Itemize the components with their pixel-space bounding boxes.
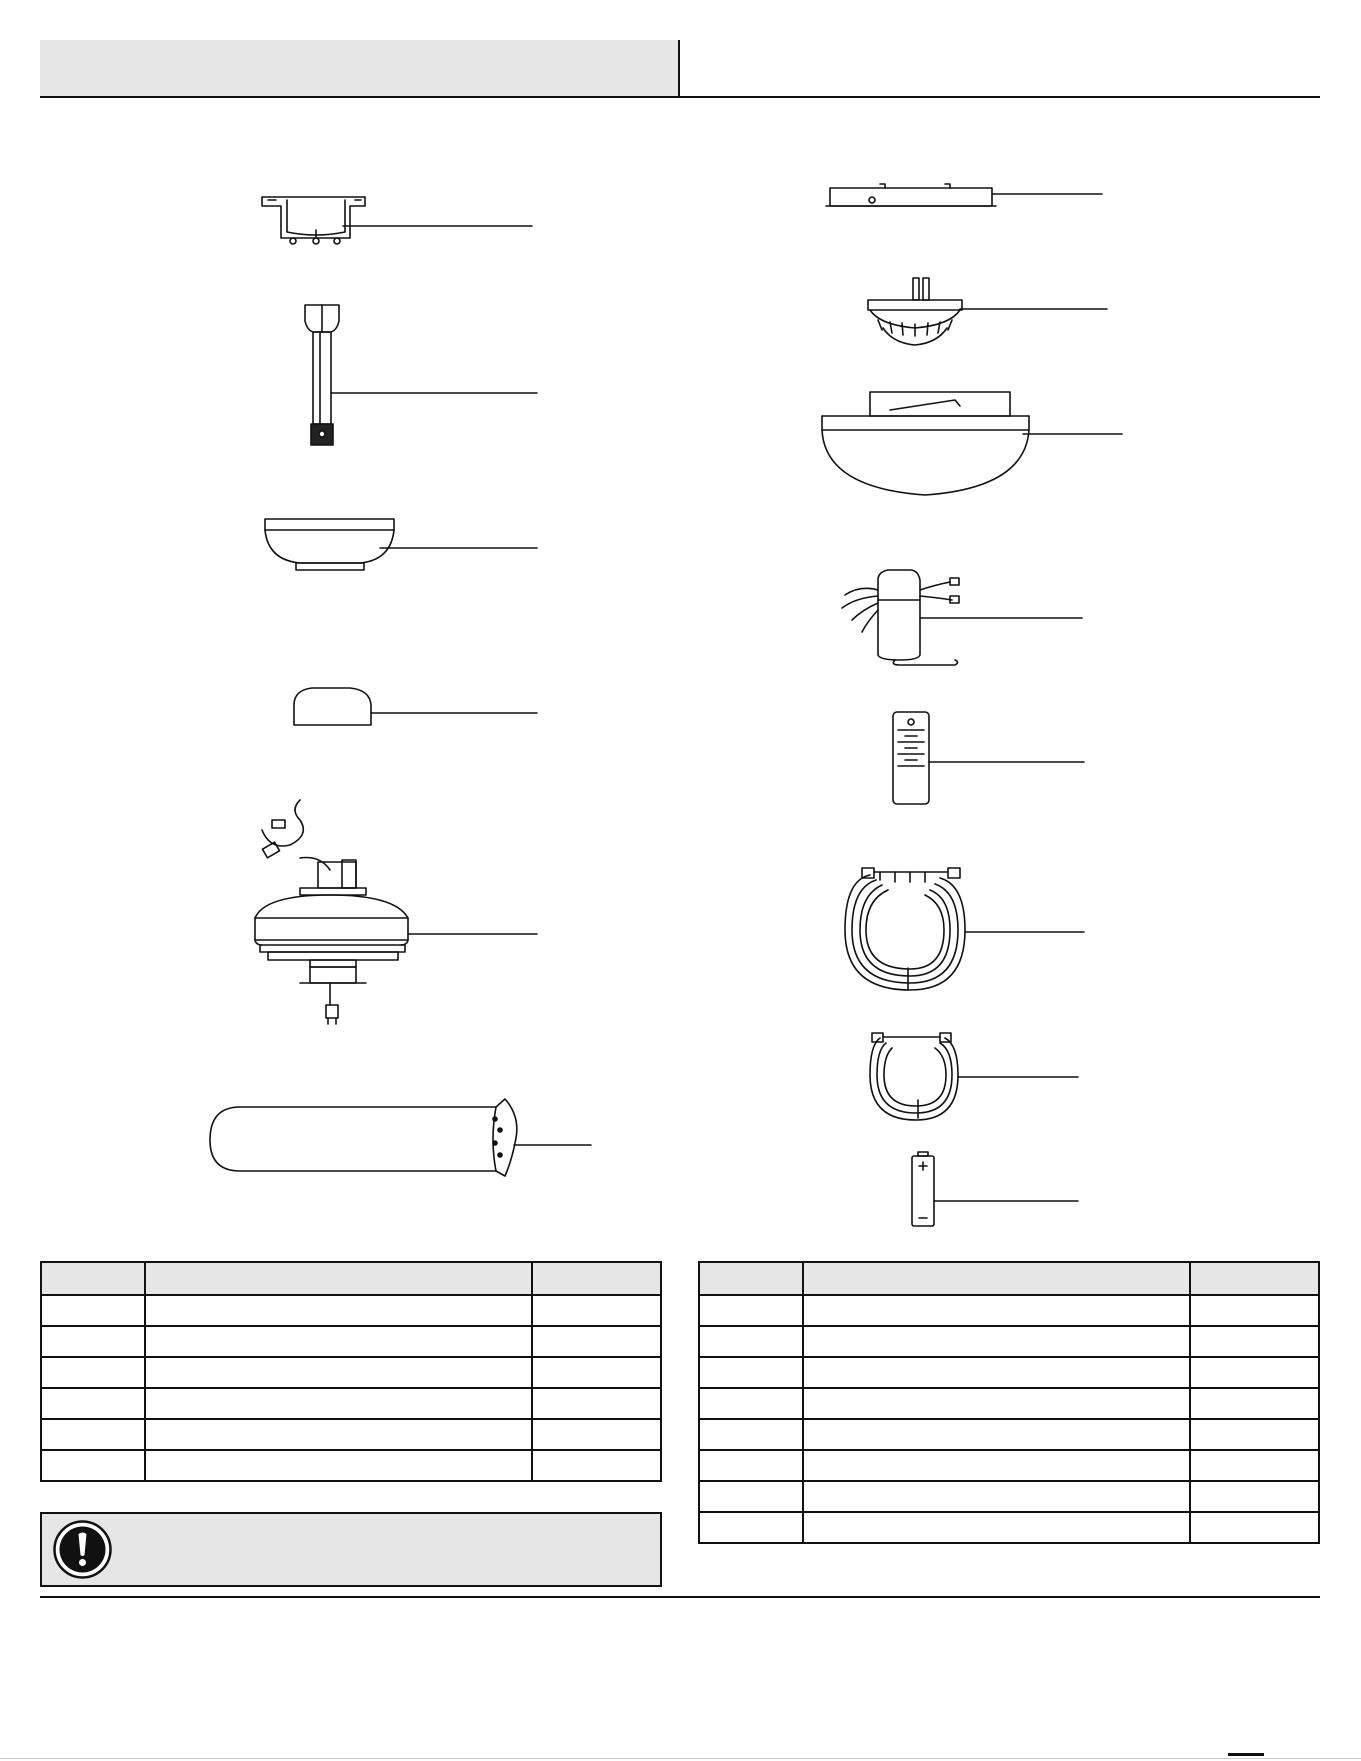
mounting-bracket-illustration — [262, 197, 532, 244]
cell-quantity — [1190, 1326, 1319, 1357]
parts-table-right — [698, 1261, 1320, 1544]
table-row — [699, 1512, 1319, 1543]
cell-description — [145, 1388, 532, 1419]
cell-part — [699, 1512, 803, 1543]
cell-quantity — [532, 1419, 661, 1450]
extension-wire-short-illustration — [870, 1033, 1078, 1120]
notice-box — [40, 1512, 662, 1587]
col-header-part — [41, 1262, 145, 1295]
coupling-cover-illustration — [294, 688, 537, 725]
col-header-quantity — [1190, 1262, 1319, 1295]
extension-wire-long-illustration — [845, 868, 1084, 990]
cell-quantity — [1190, 1481, 1319, 1512]
cell-description — [803, 1512, 1190, 1543]
cell-description — [803, 1450, 1190, 1481]
cell-part — [41, 1419, 145, 1450]
remote-control-illustration — [893, 712, 1084, 804]
cell-description — [803, 1481, 1190, 1512]
col-header-description — [145, 1262, 532, 1295]
cell-part — [41, 1450, 145, 1481]
cell-description — [145, 1419, 532, 1450]
cell-description — [145, 1295, 532, 1326]
battery-illustration — [912, 1152, 1078, 1226]
cell-quantity — [1190, 1388, 1319, 1419]
cell-quantity — [532, 1388, 661, 1419]
motor-assembly-illustration — [255, 800, 537, 1024]
cell-description — [803, 1419, 1190, 1450]
table-row — [41, 1357, 661, 1388]
cell-description — [803, 1326, 1190, 1357]
table-row — [699, 1357, 1319, 1388]
cell-part — [699, 1481, 803, 1512]
col-header-description — [803, 1262, 1190, 1295]
cell-part — [699, 1419, 803, 1450]
parts-table-left — [40, 1261, 662, 1482]
table-header-row — [699, 1262, 1319, 1295]
cell-description — [803, 1357, 1190, 1388]
cell-quantity — [532, 1326, 661, 1357]
exclamation-circle-icon — [52, 1519, 113, 1580]
cell-description — [145, 1450, 532, 1481]
receiver-illustration — [842, 570, 1082, 665]
table-row — [699, 1295, 1319, 1326]
table-row — [699, 1388, 1319, 1419]
table-row — [41, 1450, 661, 1481]
table-row — [699, 1481, 1319, 1512]
cell-description — [803, 1295, 1190, 1326]
canopy-illustration — [265, 519, 537, 570]
downrod-illustration — [305, 305, 537, 445]
switch-housing-plate-illustration — [826, 184, 1102, 206]
cell-quantity — [532, 1357, 661, 1388]
col-header-part — [699, 1262, 803, 1295]
table-row — [41, 1388, 661, 1419]
cell-quantity — [1190, 1419, 1319, 1450]
cell-part — [41, 1357, 145, 1388]
cell-part — [41, 1388, 145, 1419]
cell-part — [699, 1357, 803, 1388]
cell-part — [699, 1326, 803, 1357]
col-header-quantity — [532, 1262, 661, 1295]
table-row — [699, 1450, 1319, 1481]
cell-quantity — [1190, 1450, 1319, 1481]
cell-quantity — [1190, 1295, 1319, 1326]
cell-part — [41, 1295, 145, 1326]
footer-rule — [40, 1596, 1320, 1598]
table-header-row — [41, 1262, 661, 1295]
cell-part — [699, 1388, 803, 1419]
cell-quantity — [1190, 1512, 1319, 1543]
cell-description — [145, 1357, 532, 1388]
fan-blade-illustration — [210, 1099, 591, 1176]
cell-part — [41, 1326, 145, 1357]
cell-part — [699, 1450, 803, 1481]
cell-part — [699, 1295, 803, 1326]
glass-shade-illustration — [822, 392, 1122, 495]
cell-description — [803, 1388, 1190, 1419]
cell-quantity — [532, 1295, 661, 1326]
page-mark — [1228, 1753, 1264, 1756]
table-row — [41, 1419, 661, 1450]
cell-quantity — [1190, 1357, 1319, 1388]
light-kit-adapter-illustration — [868, 278, 1107, 345]
table-row — [699, 1326, 1319, 1357]
table-row — [41, 1326, 661, 1357]
table-row — [699, 1419, 1319, 1450]
cell-description — [145, 1326, 532, 1357]
table-row — [41, 1295, 661, 1326]
cell-quantity — [532, 1450, 661, 1481]
page-edge-line — [0, 1758, 1361, 1759]
